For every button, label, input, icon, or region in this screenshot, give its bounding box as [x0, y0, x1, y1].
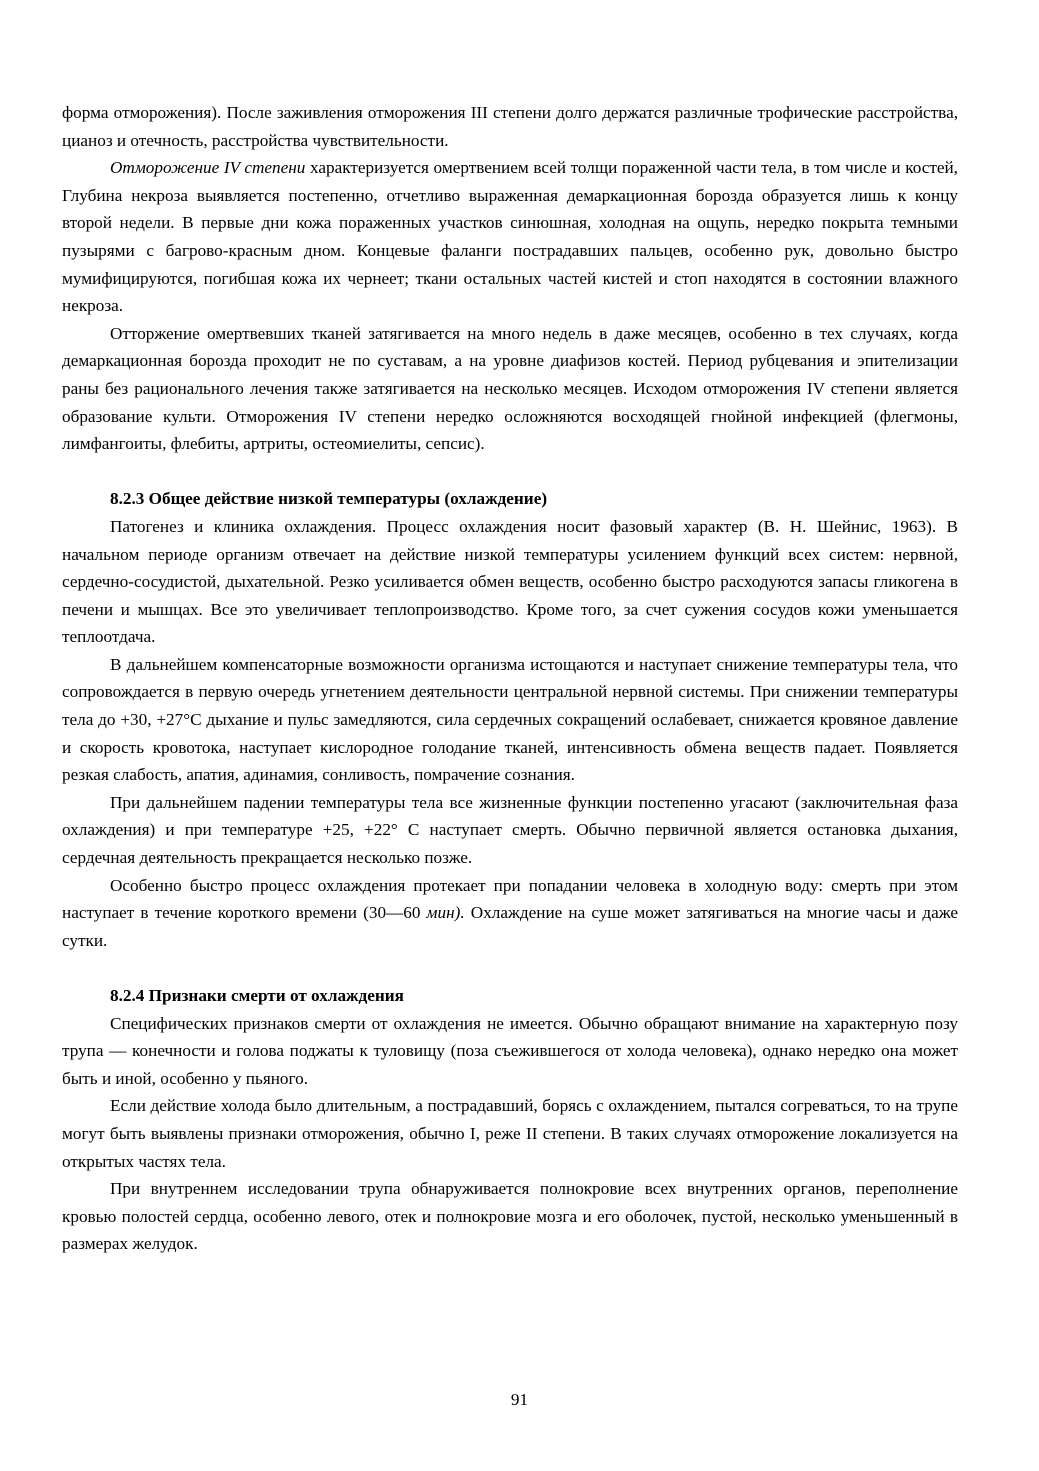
- paragraph-specific-signs: Специфических признаков смерти от охлаждения не имеется. Обычно обращают внимание на характерную позу трупа — конечности и голова поджаты к туловищу (поза съежившегося от холода человека), однако нередко она может быть и иной, особенно у пьяного.: [62, 1013, 958, 1088]
- paragraph-final-phase: При дальнейшем падении температуры тела все жизненные функции постепенно угасают (заключительная фаза охлаждения) и при температуре +25, +22° С наступает смерть. Обычно первичной является остановка дыхания, сердечная деятельность прекращается несколько позже.: [62, 792, 958, 868]
- paragraph-stage-iv-text: характеризуется омертвением всей толщи пораженной части тела, в том числе и костей, Глубина некроза выявляется постепенно, отчетливо выраженная демаркационная борозда образуется лишь к концу второй недели. В первые дни кожа пораженных участков синюшная, холодная на ощупь, нередко покрыта темными пузырями с багрово-красным дном. Концевые фаланги пострадавших пальцев, особенно рук, довольно быстро мумифицируются, погибшая кожа их чернеет; ткани остальных частей кистей и стоп находятся в состоянии влажного некроза.: [62, 158, 958, 316]
- section-heading-general-cooling: 8.2.3 Общее действие низкой температуры (охлаждение): [110, 489, 548, 509]
- section-heading-death-signs: 8.2.4 Признаки смерти от охлаждения: [110, 986, 404, 1005]
- paragraph-frostbite-signs: Если действие холода было длительным, а пострадавший, борясь с охлаждением, пытался согреваться, то на трупе могут быть выявлены признаки отморожения, обычно I, реже II степени. В таких случаях отморожение локализуется на открытых частях тела.: [62, 1096, 958, 1171]
- paragraph-internal-exam: При внутреннем исследовании трупа обнаруживается полнокровие всех внутренних органов, переполнение кровью полостей сердца, особенно левого, отек и полнокровие мозга и его оболочек, пустой, несколько уменьшенный в размерах желудок.: [62, 1179, 958, 1254]
- page-number: 91: [510, 1390, 529, 1409]
- paragraph-cold-water: [62, 872, 958, 955]
- spacer: [62, 954, 958, 982]
- paragraph-compensation: В дальнейшем компенсаторные возможности организма истощаются и наступает снижение температуры тела, что сопровождается в первую очередь угнетением деятельности центральной нервной системы. При снижении температуры тела до +30, +27°С дыхание и пульс замедляются, сила сердечных сокращений ослабевает, снижается кровяное давление и скорость кровотока, наступает кислородное голодание тканей, интенсивность обмена веществ падает. Появляется резкая слабость, апатия, адинамия, сонливость, помрачение сознания.: [62, 654, 958, 785]
- term-stage-iv: Отморожение IV степени: [110, 158, 306, 178]
- unit-minutes: мин).: [426, 903, 465, 923]
- paragraph-continuation: форма отморожения). После заживления отморожения III степени долго держатся различные трофические расстройства, цианоз и отечность, расстройства чувствительности.: [62, 103, 958, 150]
- paragraph-cold-water-text-1: Особенно быстро процесс охлаждения протекает при попадании человека в холодную воду: смерть при этом наступает в течение короткого времени (30—60: [62, 875, 958, 923]
- paragraph-rejection: Отторжение омертвевших тканей затягивается на много недель в даже месяцев, особенно в тех случаях, когда демаркационная борозда проходит не по суставам, а на уровне диафизов костей. Период рубцевания и эпителизации раны без рационального лечения также затягивается на несколько месяцев. Исходом отморожения IV степени является образование культи. Отморожения IV степени нередко осложняются восходящей гнойной инфекцией (флегмоны, лимфангоиты, флебиты, артриты, остеомиелиты, сепсис).: [62, 323, 958, 454]
- spacer: [62, 458, 958, 486]
- paragraph-pathogenesis: Патогенез и клиника охлаждения. Процесс охлаждения носит фазовый характер (В. Н. Шейнис, 1963). В начальном периоде организм отвечает на действие низкой температуры усилением функций всех систем: нервной, сердечно-сосудистой, дыхательной. Резко усиливается обмен веществ, особенно быстро расходуются запасы гликогена в печени и мышцах. Все это увеличивает теплопроизводство. Кроме того, за счет сужения сосудов кожи уменьшается теплоотдача.: [62, 516, 958, 647]
- paragraph-stage-iv: [62, 154, 958, 320]
- paragraph-cold-water-text-2: Охлаждение на суше может затягиваться на многие часы и даже сутки.: [62, 903, 958, 950]
